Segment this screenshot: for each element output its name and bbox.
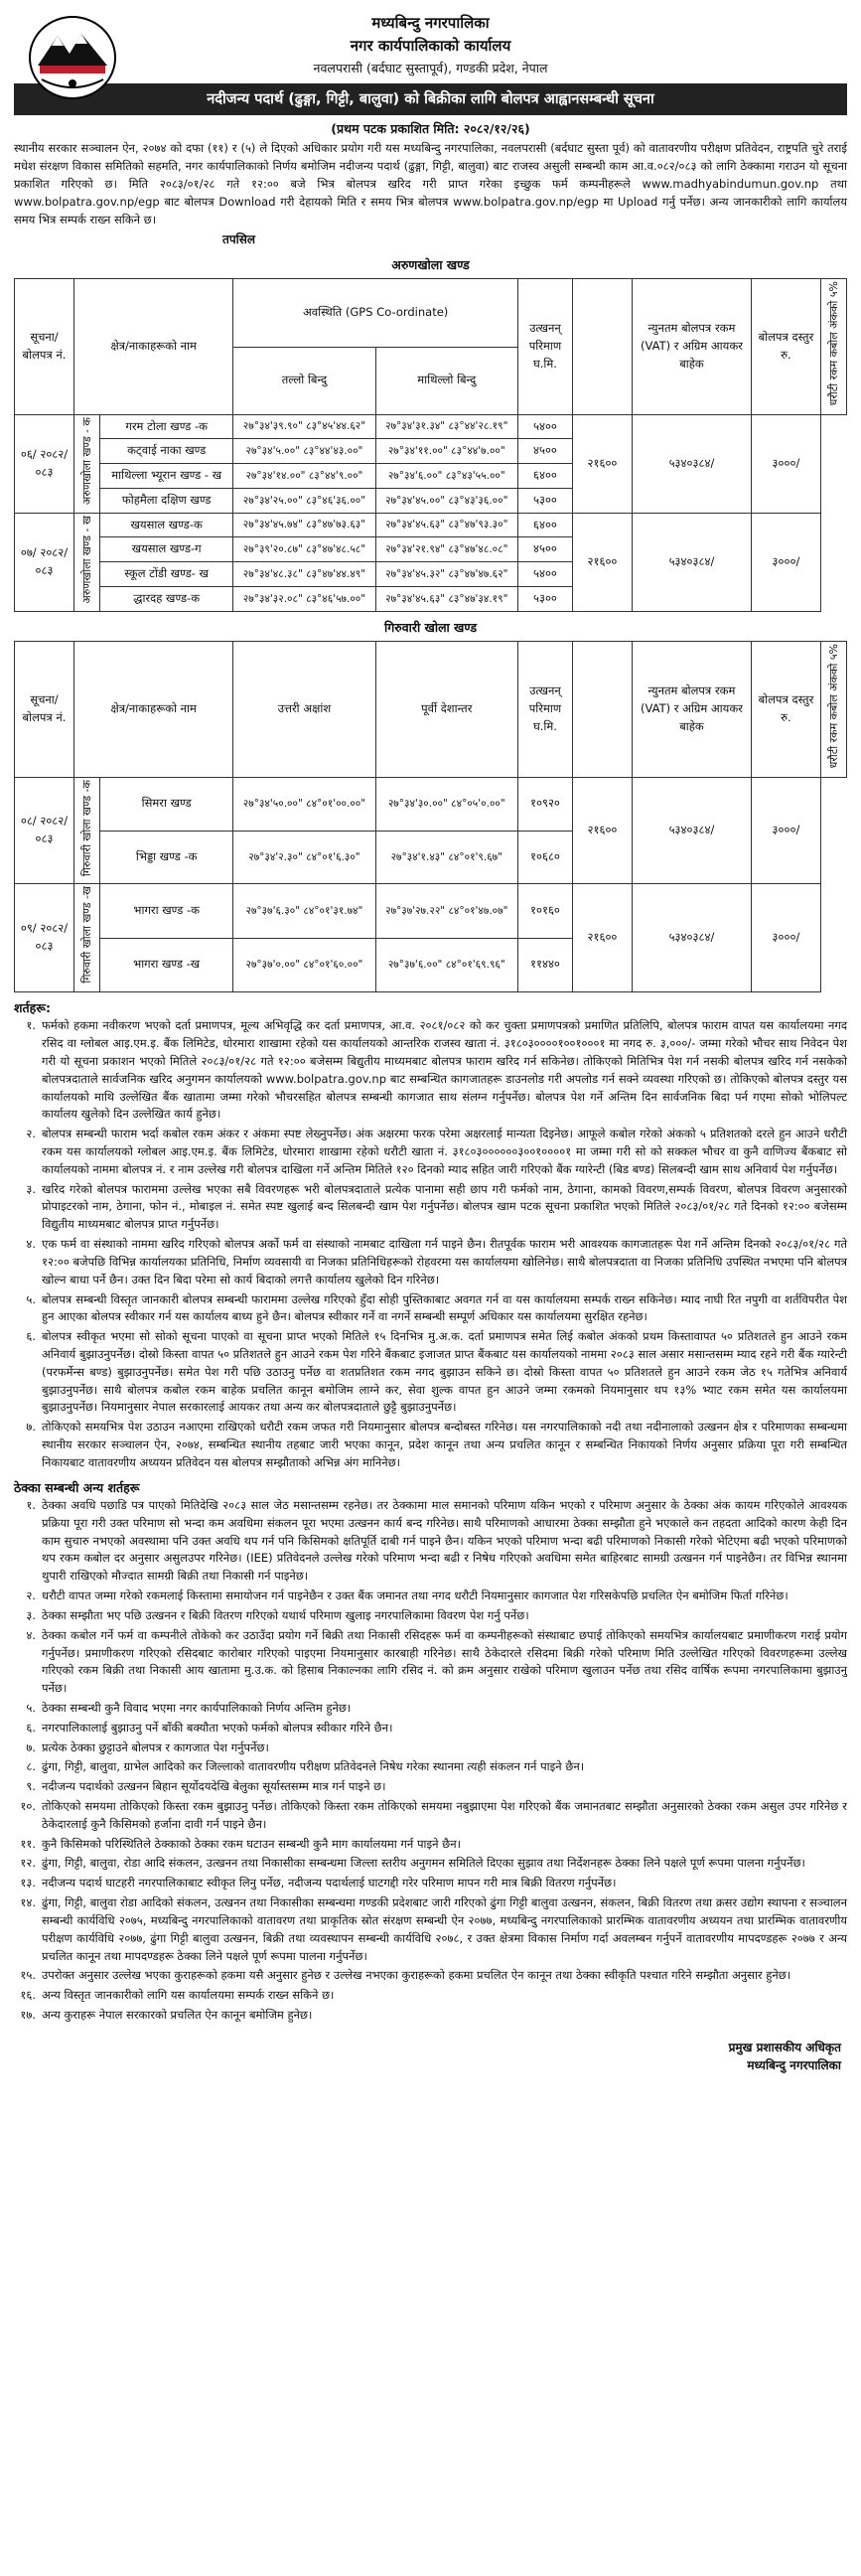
zone-cell	[74, 414, 100, 513]
publication-date: (प्रथम पटक प्रकाशित मिति: २०८२/१२/२६)	[331, 121, 530, 136]
th-notice: सूचना/ बोलपत्र नं.	[15, 279, 74, 414]
item-text: ठेक्का सम्झौता भए पछि उत्खनन र बिक्री वितरण गरिएको यथार्थ परिमाण खुलाइ नगरपालिकामा विवरण पेश गर्नु पर्नेछ।	[42, 1607, 529, 1622]
item-number: ९.	[26, 1779, 36, 1794]
coord-b: २७°३४'४५.६३" ८३°४७'९३.३०"	[375, 513, 517, 537]
quantity: ५३००	[517, 488, 572, 513]
area-name: भागरा खण्ड -ख	[100, 938, 233, 991]
list-item	[14, 1607, 847, 1625]
quantity: ५३००	[517, 587, 572, 612]
quantity: ६४००	[517, 464, 572, 489]
th2-total	[572, 642, 632, 777]
item-text: तोकिएको समयमा तोकिएको किस्ता रकम बुझाउनु पर्नेछ। तोकिएको किस्ता रकम तोकिएको समयमा नबुझाएमा पेश गरिएको बैंक जमानतबाट सम्झौता अनुसारको ठेक्का रकम असुल उपर गरिनेछ र ठेकेदारलाई कुनै किसिमको हर्जाना दावी गर्न पाइने छैन।	[42, 1799, 847, 1831]
item-text: धरौटी वापत जम्मा गरेको रकमलाई किस्तामा समायोजन गर्न पाइनेछैन र उक्त बैंक जमानत तथा नगद धरौटी नियमानुसार कागजात पेश गरिसकेपछि प्रचलित ऐन बमोजिम फिर्ता गरिनेछ।	[42, 1589, 789, 1603]
coord-a: २७°३४'४८.३८" ८३°४७'४४.४९"	[233, 562, 375, 587]
coord-b: २७°३४'४५.६३" ८३°४७'३४.१९"	[375, 587, 517, 612]
item-text: ठेक्का अवधि पछाडि पत्र पाएको मितिदेखि २०८३ साल जेठ मसान्तसम्म रहनेछ। तर ठेक्कामा माल समानको परिमाण यकिन भएको र परिमाण अनुसार के ठेक्का अंक कायम गरिएकोले आवश्यक प्रक्रिया पूरा गरी उक्त परिमाण सो भन्दा कम अवधिमा संकलन पूरा भएमा उत्खनन कार्य बन्द गरिनेछ। साथै परिमाणको आधारमा ठेक्का सम्झौता हुने भएकाले कन तहदता आदिको कारण केही दिन काम सुचारु नभएको अवस्थामा पनि उक्त अवधि थप गर्न पनि किसिमको क्षतिपूर्ति दाबी गर्न पाइने छैन। यकिन भएको परिमाण भन्दा बढी परिमाणको निकासी गरेको भेटिएमा बढी भएको परिमाणको थप रकम कबोल दर अनुसार असुलउपर गरिनेछ। (IEE) प्रतिवेदनले उल्लेख गरेको परिमाण भन्दा बढी र निषेध गरिएको अवधिमा समेत बाहिरबाट सामग्री उत्खनन गर्न पाइनेछैन। तर विभिन्न स्थानमा थुपारी राखिएको मौज्दात सामग्री बिक्री तथा निकासी गर्न पाइनेछ।	[42, 1498, 847, 1584]
table-row	[15, 884, 847, 938]
item-text: ढुंगा, गिट्टी, बालुवा, रोडा आदि संकलन, उत्खनन तथा निकासीका सम्बन्धमा जिल्ला स्तरीय अनुगमन समितिले दिएका सुझाव तथा निर्देशनहरू ठेक्का लिने पक्षले पूर्ण रूपमा पालना गर्नुपर्नेछ।	[42, 1856, 805, 1871]
coord-b: २७°३४'१.४३" ८४°०१'९.६७"	[375, 831, 517, 884]
item-number: ६.	[26, 1329, 36, 1344]
list-item	[14, 1894, 847, 1965]
conditions-list	[14, 1017, 847, 1471]
item-number: ११.	[20, 1836, 36, 1851]
quantity: ४५००	[517, 439, 572, 464]
bid-fee: ३०००/	[751, 414, 820, 513]
area-name: द्धारदह खण्ड-क	[100, 587, 233, 612]
deposit-note2: धरौटी रकम कबोल अंकको ५%	[826, 644, 840, 769]
area-name: कट्वाई नाका खण्ड	[100, 439, 233, 464]
notice-number: ०६/ २०८२/ ०८३	[15, 414, 74, 513]
notice-number: ०९/ २०८२/ ०८३	[15, 884, 74, 991]
th-lower: तल्लो बिन्दु	[233, 347, 375, 414]
table-row	[15, 777, 847, 831]
deposit-note2-cell	[820, 642, 846, 777]
signatory-title: प्रमुख प्रशासकीय अधिकृत	[728, 2040, 841, 2054]
item-text: फर्मको हकमा नवीकरण भएको दर्ता प्रमाणपत्र, मूल्य अभिवृद्धि कर दर्ता प्रमाणपत्र, आ.व. २०८१/०८२ को कर चुक्ता प्रमाणपत्रको प्रमाणित प्रतिलिपि, बोलपत्र फाराम वापत यस कार्यालयमा नगद रसिद वा ग्लोबल आइ.एम.इ. बैंक लिमिटेड, धोरमारा शाखामा रहेको यस कार्यालयको आन्तरिक राजस्व खाता नं. ३१८०३००००१००१०००१ मा नगद रु. ३,०००/- जम्मा गरेको भौचर साथ निवेदन पेश गरी यो सूचना प्रकाशन भएको मितिले २०८३/०१/२८ गते १२:०० बजेसम्म बिद्युतीय माध्यमबाट बोलपत्र फाराम खरिद गर्न सकिनेछ। तोकिएको मितिभित्र पेश गर्न नसकी बोलपत्र खरिद गर्न नसकेको बोलपत्रदाताले सार्वजनिक खरिद अनुगमन कार्यालयको www.bolpatra.gov.np बाट सम्बन्धित कागजातहरू डाउनलोड गरी अपलोड गर्न सक्ने व्यवस्था गरिएको छ। तोकिएको बोलपत्र दस्तुर यस कार्यालयको माथि उल्लेखित बैंक खातामा जम्मा गरेको भौचरसहित बोलपत्र सम्बन्धी कागजात साथ संलग्न गर्नुपर्नेछ। बोलपत्र पेश गर्ने अन्तिम दिन सार्वजनिक बिदा पर्न गएमा सोको भोलिपल्ट कार्यालय खुलेको दिन उल्लेखित कार्य हुनेछ।	[42, 1018, 847, 1122]
quantity: ४५००	[517, 537, 572, 562]
item-text: अन्य विस्तृत जानकारीको लागि यस कार्यालयमा सम्पर्क राख्न सकिने छ।	[42, 1988, 335, 2003]
item-text: ठेक्का कबोल गर्ने फर्म वा कम्पनीले तोकेको कर उठाउँदा प्रयोग गर्ने बिक्री तथा निकासी रसिदहरू फर्म वा कम्पनीहरूको संस्थाबाट छपाई तोकिएको समयभित्र कार्यालयबाट प्रमाणीकरण गराई प्रयोग गर्नुपर्नेछ। प्रमाणीकरण गरिएको रसिदबाट कारोबार गरिएको पाइएमा नियमानुसार कारबाही गरिनेछ। साथै ठेकेदारले रसिदमा बिक्री गरेको परिमाण मिति उल्लेखित गरिएको विवरणहरूमा उल्लेख गरिएको रकम बिक्री तथा निकासी आय खातामा मु.उ.क. को हिसाब निकाल्नका लागि रसिद नं. को क्रम अनुसार राखेको परिमाण खुलाउन पर्नेछ तथा रसिद वार्षिक रूपमा नगरपालिकामा बुझाउनु पर्नेछ।	[42, 1627, 847, 1696]
item-text: नदीजन्य पदार्थको उत्खनन बिहान सूर्योदयदेखि बेलुका सूर्यास्तसम्म मात्र गर्न पाइने छ।	[42, 1779, 386, 1794]
list-item	[14, 1875, 847, 1893]
quantity: ११४४०	[517, 938, 572, 991]
list-item	[14, 1627, 847, 1698]
quantity: ५४००	[517, 414, 572, 439]
item-number: ५.	[26, 1291, 36, 1306]
total-quantity: २१६००	[572, 884, 632, 991]
item-number: १३.	[20, 1876, 36, 1891]
table-row	[15, 414, 847, 439]
minimum-price: ५३४०३८४/	[632, 414, 751, 513]
coord-a: २७°३९'२०.८७" ८३°४७'४८.५८"	[233, 537, 375, 562]
item-text: ढुंगा, गिट्टी, बालुवा, ग्राभेल आदिको कर जिल्लाको वातावरणीय परीक्षण प्रतिवेदनले निषेध गरेका स्थानमा त्यही संकलन गर्न पाइने छैन।	[42, 1759, 585, 1774]
area-name: गरम टोला खण्ड -क	[100, 414, 233, 439]
list-item	[14, 1236, 847, 1288]
municipality-name: मध्यबिन्दु नगरपालिका	[371, 14, 490, 32]
notice-number: ०८/ २०८२/ ०८३	[15, 777, 74, 884]
th2-lon: पूर्वी देशान्तर	[375, 642, 517, 777]
table2-body	[15, 777, 847, 991]
arun-khola-table	[14, 278, 847, 612]
coord-b: २७°३७'६.००" ८४°०१'६९.९६"	[375, 938, 517, 991]
deposit-note-cell	[820, 279, 846, 414]
list-item	[14, 1497, 847, 1586]
contract-conditions-title: ठेक्का सम्बन्धी अन्य शर्तहरू	[14, 1479, 140, 1495]
zone-cell	[74, 513, 100, 611]
letterhead	[14, 8, 847, 115]
emblem-icon	[28, 14, 117, 101]
area-name: सिमरा खण्ड	[100, 777, 233, 831]
coord-b: २७°३४'३०.००" ८४°०५'०.००"	[375, 777, 517, 831]
quantity: १०९२०	[517, 777, 572, 831]
bid-fee: ३०००/	[751, 513, 820, 611]
quantity: १०१६०	[517, 884, 572, 938]
quantity: ६४००	[517, 513, 572, 537]
area-name: भागरा खण्ड -क	[100, 884, 233, 938]
item-text: खरिद गरेको बोलपत्र फाराममा उल्लेख भएका सबै विवरणहरू भरी बोलपत्रदाताले प्रत्येक पानामा सही छाप गरी फर्मको नाम, ठेगाना, कामको विवरण,सम्पर्क विवरण, बोलपत्र विवरण अनुसारको प्रोपाइटरको नाम, ठेगाना, फोन नं., मोबाइल नं. समेत स्पष्ट खुलाई बन्द सिलबन्दी खाम पेश गर्नुपर्नेछ। बोलपत्र खाम पटक सूचना प्रकाशित भएको मितिले २०८३/०१/२८ गते दिनको १२:०० बजेसम्म विद्युतीय माध्यमबाट बोलपत्र प्राप्त गर्नुपर्नेछ।	[42, 1181, 847, 1232]
zone-name: अरुणखोला खण्ड - क	[80, 416, 93, 505]
list-item	[14, 1419, 847, 1471]
item-text: तोकिएको समयभित्र पेश उठाउन नआएमा राखिएको धरौटी रकम जफत गरी नियमानुसार बोलपत्र बन्दोबस्त गरिनेछ। यस नगरपालिकाको नदी तथा नदीनालाको उत्खनन क्षेत्र र परिमाणका सम्बन्धमा स्थानीय सरकार सञ्चालन ऐन, २०७४, सम्बन्धित स्थानीय तहबाट जारी भएका कानून, प्रदेश कानून तथा अन्य प्रचलित कानून र सम्बन्धित निकायको निर्णय अनुसार प्रक्रिया पूरा गरी सम्बन्धित निकायबाट वातावरणीय अध्ययन प्रतिवेदन यस बोलपत्र सम्झौताको अभिन्न अंग मानिनेछ।	[42, 1420, 847, 1469]
list-item	[14, 1291, 847, 1327]
item-number: १०.	[20, 1799, 36, 1813]
coord-a: २७°३४'१४.००" ८३°४४'९.००"	[233, 464, 375, 489]
coord-a: २७°३७'६.३०" ८४°०१'३१.७४"	[233, 884, 375, 938]
list-item	[14, 1836, 847, 1854]
coord-b: २७°३४'३१.३४" ८३°४४'२८.१९"	[375, 414, 517, 439]
schedule-label: तपसिल	[222, 232, 256, 247]
bid-fee: ३०००/	[751, 884, 820, 991]
coord-b: २७°३४'४५.००" ८३°४३'३६.००"	[375, 488, 517, 513]
quantity: ५४००	[517, 562, 572, 587]
item-text: नदीजन्य पदार्थ घाटहरी नगरपालिकाबाट स्वीकृत लिनु पर्नेछ, नदीजन्य पदार्थलाई घाटगद्दी गरेर परिमाण मापन गरी मात्र बिक्री वितरण गर्नुपर्नेछ।	[42, 1876, 617, 1891]
area-name: भिड्डा खण्ड -क	[100, 831, 233, 884]
area-name: खयसाल खण्ड-ग	[100, 537, 233, 562]
item-number: ४.	[26, 1237, 36, 1252]
minimum-price: ५३४०३८४/	[632, 777, 751, 884]
giruwari-khola-table	[14, 641, 847, 992]
item-text: बोलपत्र सम्बन्धी विस्तृत जानकारी बोलपत्र सम्बन्धी फाराममा उल्लेख गरिएको हुँदा सोही पुस्तिकाबाट अवगत गर्न वा यस कार्यालयमा सम्पर्क राख्न सकिनेछ। म्याद नाघी रित नपुगी वा शर्तविपरीत पेश हुन आएका बोलपत्र स्वीकार गर्न यस कार्यालय बाध्य हुने छैन। बोलपत्र स्वीकार गर्ने वा नगर्ने सम्बन्धी सम्पूर्ण अधिकार यस कार्यालयमा सुरक्षित रहनेछ।	[42, 1291, 847, 1324]
zone-name: गिरुवारी खोला खण्ड -क	[80, 779, 93, 876]
total-quantity: २१६००	[572, 513, 632, 611]
item-number: ८.	[26, 1759, 36, 1774]
area-name: माथिल्ला भ्यूरान खण्ड - ख	[100, 464, 233, 489]
table1-section-title: अरुणखोला खण्ड	[391, 257, 470, 273]
th2-qty: उत्खनन् परिमाण घ.मि.	[517, 642, 572, 777]
quantity: १०६८०	[517, 831, 572, 884]
coord-a: २७°३४'२.३०" ८४°०१'६.३०"	[233, 831, 375, 884]
bid-fee: ३०००/	[751, 777, 820, 884]
coord-a: २७°३४'३२.०८" ८३°४६'५७.००"	[233, 587, 375, 612]
notice-title: नदीजन्य पदार्थ (ढुङ्गा, गिट्टी, बालुवा) को बिक्रीका लागि बोलपत्र आह्वानसम्बन्धी सूचना	[14, 83, 847, 115]
deposit-note: धरौटी रकम कबोल अंकको ५%	[826, 281, 840, 406]
list-item	[14, 1798, 847, 1834]
th-area: क्षेत्र/नाकाहरूको नाम	[74, 279, 233, 414]
item-text: एक फर्म वा संस्थाको नाममा खरिद गरिएको बोलपत्र अर्को फर्म वा संस्थाको नामबाट दाखिला गर्न पाइने छैन। रीतपूर्वक फाराम भरी आवश्यक कागजातहरू पेश गर्ने अन्तिम दिनको २०८३/०१/२८ गते १२:०० बजेपछि विभिन्न कार्यालयका प्रतिनिधि, निर्माण व्यवसायी वा निजका प्रतिनिधिहरूको रोहवरमा यस कार्यालयमा खोलिनेछ। साथै बोलपत्रदाता वा निजका प्रतिनिधि उपस्थित नभएमा पनि बोलपत्र खोल्न बाधा पर्ने छैन। उक्त दिन बिदा परेमा सो कार्य बिदाको लगत्तै कार्यालय खुलेको दिन गरिनेछ।	[42, 1237, 847, 1287]
coord-a: २७°३७'०.००" ८४°०१'६०.००"	[233, 938, 375, 991]
list-item	[14, 1017, 847, 1124]
list-item	[14, 1855, 847, 1873]
coord-b: २७°३४'४५.३२" ८३°४७'४७.६२"	[375, 562, 517, 587]
coord-b: २७°३४'११.००" ८३°४४'७.००"	[375, 439, 517, 464]
list-item	[14, 1778, 847, 1796]
item-number: १४.	[20, 1895, 36, 1910]
list-item	[14, 1758, 847, 1776]
th-gps: अवस्थिति (GPS Co-ordinate)	[233, 279, 518, 347]
item-number: ५.	[26, 1700, 36, 1715]
notice-number: ०७/ २०८२/ ०८३	[15, 513, 74, 611]
signature-block	[14, 2039, 847, 2075]
item-text: उपरोक्त अनुसार उल्लेख भएका कुराहरूको हकमा यसै अनुसार हुनेछ र उल्लेख नभएका कुराहरूको हकमा प्रचलित ऐन कानून तथा ठेक्का स्वीकृति पश्चात गरिने सम्झौता अनुसार हुनेछ।	[42, 1968, 791, 1983]
item-text: बोलपत्र सम्बन्धी फाराम भर्दा कबोल रकम अंकर र अंकमा स्पष्ट लेख्नुपर्नेछ। अंक अक्षरमा फरक परेमा अक्षरलाई मान्यता दिइनेछ। आफूले कबोल गरेको अंकको ५ प्रतिशतको दरले हुन आउने धरौटी रकम यस कार्यालयको ग्लोबल आइ.एम.इ. बैंक लिमिटेड, धोरमारा शाखामा रहेको धरौटी खाता नं. ३१८०३००००००३००१००००१ मा जम्मा गरी सो को सक्कल भौचर वा कुनै वाणिज्य बैंकबाट सो कार्यालयको नाममा बोलपत्र नं. र नाम उल्लेख गरी बोलपत्र दाखिला गर्ने अन्तिम मितिले १२० दिनको म्याद सहित जारी गरिएको बैंक ग्यारेन्टी (बिड बण्ड) सिलबन्दी खाम साथ अनिवार्य पेश गर्नुपर्नेछ।	[42, 1127, 847, 1176]
total-quantity: २१६००	[572, 777, 632, 884]
item-number: १६.	[20, 1988, 36, 2003]
th-total	[572, 279, 632, 414]
item-number: ७.	[26, 1420, 36, 1435]
contract-conditions-list	[14, 1497, 847, 2025]
list-item	[14, 1700, 847, 1718]
coord-b: २७°३४'६.००" ८३°४३'५५.००"	[375, 464, 517, 489]
item-text: ढुंगा, गिट्टी, बालुवा रोडा आदिको संकलन, उत्खनन तथा निकासीका सम्बन्धमा गण्डकी प्रदेशबाट जारी गरिएको ढुंगा गिट्टी बालुवा उत्खनन, संकलन, बिक्री वितरण तथा क्रसर उद्योग स्थापना र सञ्चालन सम्बन्धी कार्यविधि २०७५, मध्यबिन्दु नगरपालिकाको वातावरण तथा प्राकृतिक स्रोत संरक्षण सम्बन्धी ऐन २०७७, मध्यबिन्दु नगरपालिकाको प्रारम्भिक वातावरणीय अध्ययन तथा प्रारम्भिक वातावरणीय परीक्षण कार्यविधि २०७७, ढुंगा गिट्टी बालुवा उत्खनन, बिक्री तथा व्यवस्थापन सम्बन्धी कार्यविधि २०७८, र उक्त क्षेत्रमा विकास निर्माण गर्दा अवलम्बन गर्नुपर्ने वातावरणीय मापदण्डहरू २०७७ र अन्य प्रचलित कानून तथा मापदण्डहरू ठेक्का लिने पक्षले पूर्ण रूपमा पालना गर्नुपर्नेछ।	[42, 1895, 847, 1963]
item-text: अन्य कुराहरू नेपाल सरकारको प्रचलित ऐन कानून बमोजिम हुनेछ।	[42, 2007, 313, 2022]
list-item	[14, 1967, 847, 1985]
coord-b: २७°३४'२१.९४" ८३°४७'४८.०८"	[375, 537, 517, 562]
coord-a: २७°३४'३९.९०" ८३°४५'४४.६२"	[233, 414, 375, 439]
item-text: बोलपत्र स्वीकृत भएमा सो सोको सूचना पाएको वा सूचना प्राप्त भएको मितिले १५ दिनभित्र मु.अ.क. दर्ता प्रमाणपत्र समेत लिई कबोल अंकको प्रथम किस्तावापत ५० प्रतिशतले हुन आउने रकम अनिवार्य बुझाउनुपर्नेछ। दोस्रो किस्ता वापत ५० प्रतिशतले हुन आउने रकम पेश गरिने बैंकबाट इजाजत प्राप्त बैंकबाट यस कार्यालयको नाममा २०८३ साल असार मसान्तसम्म म्याद रहने गरी बैंक ग्यारेन्टी (परफर्मेन्स बण्ड) बुझाउनुपर्नेछ। समेत पेश गरी पछि उठाउनु पर्नेछ वा शतप्रतिशत रकम नगद बुझाउन सकिने छ। दोस्रो किस्ता वापत ५० प्रतिशतले हुन आउने रकम जेठ १५ गतेभित्र अनिवार्य बुझाउनुपर्नेछ। साथै बोलपत्र कबोल रकम बाहेक प्रचलित कानून बमोजिम लाग्ने कर, सेवा शुल्क वापत हुन आउने जम्मा रकमको नियमानुसार थप १३% भ्याट रकम समेत यस कार्यालयमा बुझाउनुपर्नेछ। नियमानुसार नेपाल सरकारलाई आयकर तथा अन्य कर बोलपत्रदाताले छुट्टै बुझाउनुपर्नेछ।	[42, 1329, 847, 1415]
item-text: प्रत्येक ठेक्का छुट्टाउने बोलपत्र र कागजात पेश गर्नुपर्नेछ।	[42, 1740, 269, 1754]
signatory-office: मध्यबिन्दु नगरपालिका	[747, 2058, 841, 2073]
area-name: खयसाल खण्ड-क	[100, 513, 233, 537]
item-number: १७.	[20, 2007, 36, 2022]
table-row	[15, 513, 847, 537]
th-fee: बोलपत्र दस्तुर रु.	[751, 279, 820, 414]
item-number: १.	[26, 1018, 36, 1033]
zone-name: गिरुवारी खोला खण्ड -ख	[80, 886, 93, 985]
list-item	[14, 1588, 847, 1605]
item-text: ठेक्का सम्बन्धी कुनै विवाद भएमा नगर कार्यपालिकाको निर्णय अन्तिम हुनेछ।	[42, 1700, 352, 1715]
list-item	[14, 2007, 847, 2025]
item-number: १५.	[20, 1968, 36, 1983]
item-number: १.	[26, 1498, 36, 1512]
th2-lat: उत्तरी अक्षांश	[233, 642, 375, 777]
th-price: न्युनतम बोलपत्र रकम (VAT) र अग्रिम आयकर बाहेक	[632, 279, 751, 414]
zone-name: अरुणखोला खण्ड - ख	[80, 515, 93, 604]
area-name: स्कूल टोंडी खण्ड- ख	[100, 562, 233, 587]
coord-a: २७°३४'५.००" ८३°४४'४३.००"	[233, 439, 375, 464]
coord-b: २७°३७'२७.२२" ८४°०१'४७.०७"	[375, 884, 517, 938]
table2-section-title: गिरुवारी खोला खण्ड	[383, 619, 478, 635]
coord-a: २७°३४'४५.७४" ८३°४७'७३.६३"	[233, 513, 375, 537]
list-item	[14, 1720, 847, 1738]
minimum-price: ५३४०३८४/	[632, 513, 751, 611]
intro-paragraph: स्थानीय सरकार सञ्चालन ऐन, २०७४ को दफा (११) र (५) ले दिएको अधिकार प्रयोग गरी यस मध्यबिन्दु नगरपालिका, नवलपरासी (बर्दघाट सुस्ता पूर्व) को वातावरणीय परीक्षण प्रतिवेदन, राष्ट्रपति चुरे तराई मधेश संरक्षण विकास समितिको सहमति, नगर कार्यपालिकाको निर्णय बमोजिम नदीजन्य पदार्थ (ढुङ्गा, गिट्टी, बालुवा) बाट राजस्व असुली सम्बन्धी काम आ.व.०८२/०८३ को लागि ठेक्कामा गराउन यो सूचना प्रकाशित गरिएको छ। मिति २०८३/०१/२८ गते १२:०० बजे भित्र बोलपत्र खरिद गरी प्राप्त गरेका इच्छुक फर्म कम्पनीहरूले www.madhyabindumun.gov.np तथा www.bolpatra.gov.np/egp बाट बोलपत्र Download गरी देहायको मिति र समय भित्र बोलपत्र www.bolpatra.gov.np/egp मा Upload गर्नु पर्नेछ। अन्य जानकारीको लागि कार्यालय समय भित्र सम्पर्क राख्न सकिने छ।	[14, 141, 847, 227]
th2-notice: सूचना/ बोलपत्र नं.	[15, 642, 74, 777]
th2-fee: बोलपत्र दस्तुर रु.	[751, 642, 820, 777]
item-text: नगरपालिकालाई बुझाउनु पर्ने बाँकी बक्यौता भएको फर्मको बोलपत्र स्वीकार गरिने छैन।	[42, 1720, 393, 1735]
item-text: कुनै किसिमको परिस्थितिले ठेक्काको ठेक्का रकम घटाउन सम्बन्धी कुनै माग कार्यालयमा गर्न पाइने छैन।	[42, 1836, 461, 1851]
item-number: ४.	[26, 1627, 36, 1642]
th-upper: माथिल्लो बिन्दु	[375, 347, 517, 414]
area-name: फोहमैला दक्षिण खण्ड	[100, 488, 233, 513]
total-quantity: २१६००	[572, 414, 632, 513]
coord-a: २७°३४'५०.००" ८४°०१'००.००"	[233, 777, 375, 831]
item-number: ७.	[26, 1740, 36, 1754]
list-item	[14, 1328, 847, 1417]
list-item	[14, 1987, 847, 2005]
item-number: २.	[26, 1589, 36, 1603]
item-number: २.	[26, 1127, 36, 1141]
list-item	[14, 1181, 847, 1234]
item-number: १२.	[20, 1856, 36, 1871]
th2-area: क्षेत्र/नाकाहरूको नाम	[74, 642, 233, 777]
coord-a: २७°३४'२५.००" ८३°४६'३६.००"	[233, 488, 375, 513]
conditions-title: शर्तहरू:	[14, 999, 51, 1015]
table1-body	[15, 414, 847, 611]
item-number: ३.	[26, 1607, 36, 1622]
item-number: ३.	[26, 1181, 36, 1196]
zone-cell	[74, 884, 100, 991]
list-item	[14, 1126, 847, 1178]
minimum-price: ५३४०३८४/	[632, 884, 751, 991]
th2-price: न्युनतम बोलपत्र रकम (VAT) र अग्रिम आयकर बाहेक	[632, 642, 751, 777]
list-item	[14, 1740, 847, 1757]
th-qty: उत्खनन् परिमाण घ.मि.	[517, 279, 572, 414]
item-number: ६.	[26, 1720, 36, 1735]
office-name: नगर कार्यपालिकाको कार्यालय	[350, 37, 511, 56]
office-address: नवलपरासी (बर्दघाट सुस्तापूर्व), गण्डकी प्रदेश, नेपाल	[313, 60, 548, 76]
zone-cell	[74, 777, 100, 884]
